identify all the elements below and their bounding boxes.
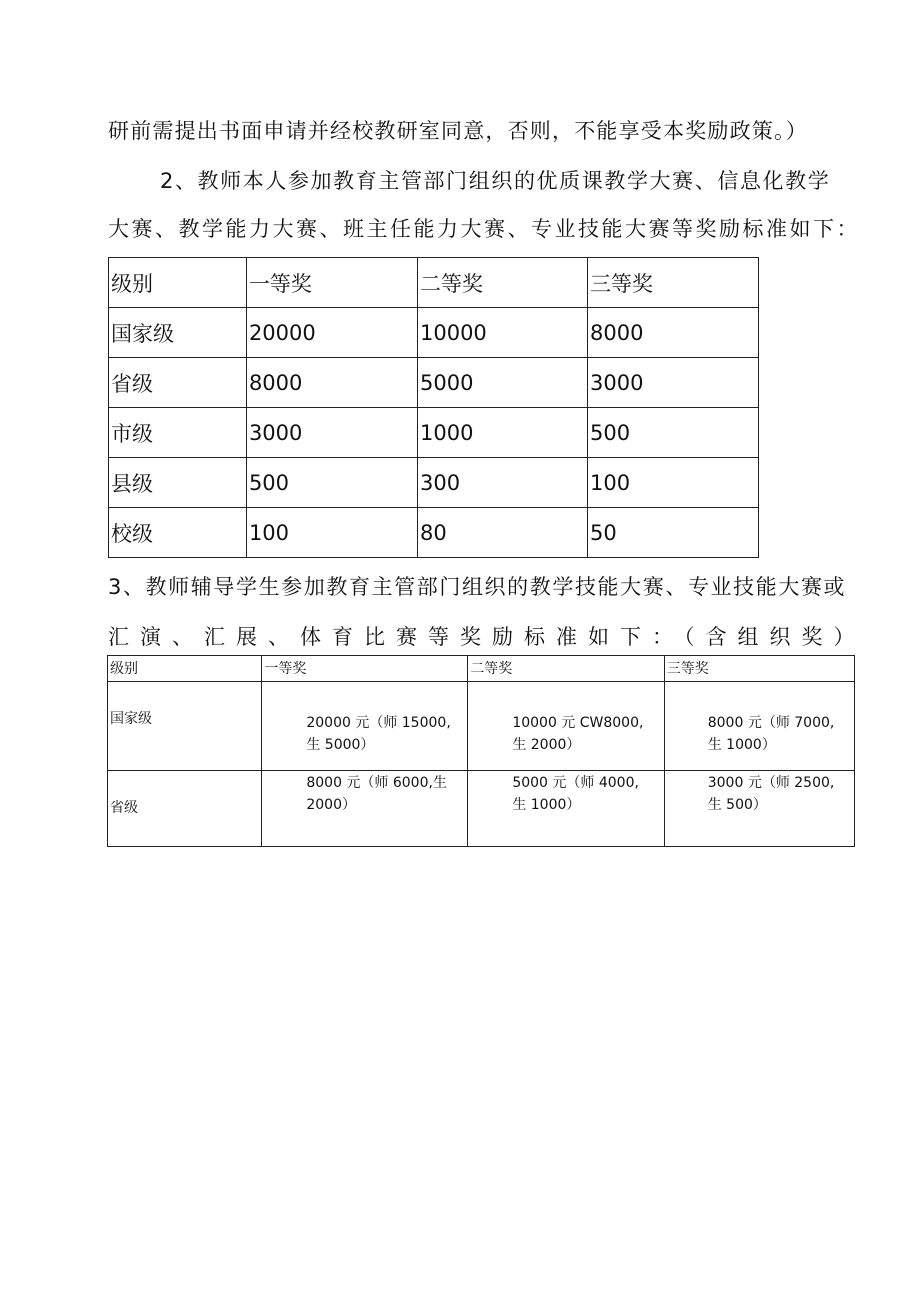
header-second-prize: 二等奖 [417, 258, 587, 308]
header-level: 级别 [108, 656, 262, 682]
table-cell: 100 [588, 458, 759, 508]
table-cell [262, 771, 468, 847]
paragraph-line-2: 2、教师本人参加教育主管部门组织的优质课教学大赛、信息化教学 [160, 169, 831, 193]
header-first-prize: 一等奖 [246, 258, 417, 308]
cell-line: 3000 元（师 2500, [707, 775, 835, 791]
table-cell: 20000 [246, 308, 417, 358]
cell-line: 生 2000） [512, 737, 581, 753]
paragraph-line-3: 大赛、教学能力大赛、班主任能力大赛、专业技能大赛等奖励标准如下： [108, 217, 860, 241]
paragraph-line-4: 3、教师辅导学生参加教育主管部门组织的教学技能大赛、专业技能大赛或 [108, 575, 847, 599]
cell-line: 生 1000） [512, 797, 581, 813]
header-second-prize: 二等奖 [468, 656, 664, 682]
cell-line: 8000 元（师 7000, [707, 715, 835, 731]
table-header-row [109, 258, 759, 308]
table-cell [468, 771, 664, 847]
cell-line: 生 500） [707, 797, 767, 813]
table-cell [262, 682, 468, 771]
cell-line: 生 1000） [707, 737, 776, 753]
table-cell [664, 682, 854, 771]
table-cell: 100 [246, 508, 417, 558]
table-cell: 省级 [109, 358, 247, 408]
table-row [108, 771, 855, 847]
teacher-award-table [108, 257, 759, 558]
table-cell: 市级 [109, 408, 247, 458]
table-cell [468, 682, 664, 771]
header-first-prize: 一等奖 [262, 656, 468, 682]
table-cell: 8000 [246, 358, 417, 408]
row-level: 省级 [108, 771, 262, 847]
table-cell: 80 [417, 508, 587, 558]
student-guidance-award-table [107, 655, 855, 847]
table-cell: 5000 [417, 358, 587, 408]
table-row [109, 358, 759, 408]
header-third-prize: 三等奖 [588, 258, 759, 308]
cell-line: 20000 元（师 15000, [306, 715, 451, 731]
header-level: 级别 [109, 258, 247, 308]
table-cell: 300 [417, 458, 587, 508]
table-cell: 校级 [109, 508, 247, 558]
paragraph-line-1: 研前需提出书面申请并经校教研室同意，否则，不能享受本奖励政策。） [108, 119, 808, 143]
table-row [109, 408, 759, 458]
cell-line: 生 5000） [306, 737, 375, 753]
table-row [109, 458, 759, 508]
row-level: 国家级 [108, 682, 262, 771]
cell-line: 2000） [306, 797, 356, 813]
table-cell: 500 [246, 458, 417, 508]
table-cell: 县级 [109, 458, 247, 508]
table-cell: 8000 [588, 308, 759, 358]
table-cell: 3000 [588, 358, 759, 408]
cell-line: 8000 元（师 6000,生 [306, 775, 447, 791]
table-cell: 50 [588, 508, 759, 558]
table-cell [664, 771, 854, 847]
table-cell: 1000 [417, 408, 587, 458]
paragraph-line-5: 汇演、汇展、体育比赛等奖励标准如下：（含组织奖） [108, 625, 866, 649]
header-third-prize: 三等奖 [664, 656, 854, 682]
table-cell: 10000 [417, 308, 587, 358]
table-cell: 国家级 [109, 308, 247, 358]
table-cell: 3000 [246, 408, 417, 458]
cell-line: 10000 元 CW8000, [512, 715, 644, 731]
cell-line: 5000 元（师 4000, [512, 775, 639, 791]
table-row [109, 308, 759, 358]
table-row [108, 682, 855, 771]
table-row [109, 508, 759, 558]
table-header-row [108, 656, 855, 682]
table-cell: 500 [588, 408, 759, 458]
